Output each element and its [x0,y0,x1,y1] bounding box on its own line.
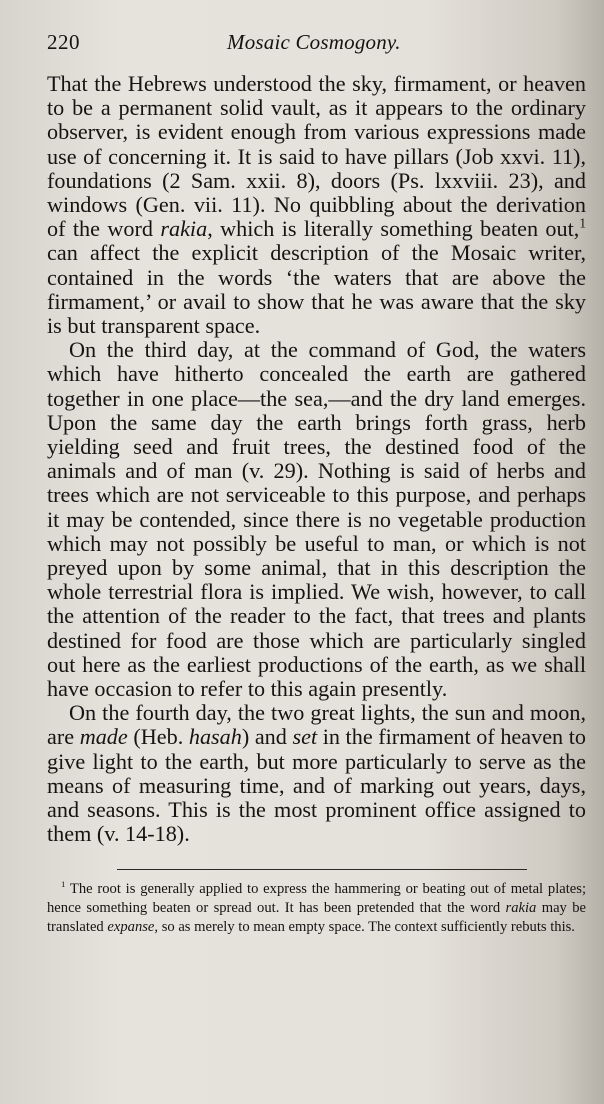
footnote-segment: , so as merely to mean empty space. The context sufficiently rebuts this. [154,919,575,936]
footnote-1 [47,880,586,938]
footnotes [47,880,586,938]
paragraph-third-day [47,338,586,701]
running-head: Mosaic Cosmogony. [227,30,401,54]
text-segment: (Heb. [127,724,189,750]
footnote-segment: The root is generally applied to express the hammering or beating out of metal plates; hence something beaten or spread out. It has been pretended that the word [47,880,586,916]
footnote-italic-rakia: rakia [505,899,537,916]
text-segment: That the Hebrews understood the sky, firmament, or heaven to be a permanent solid vault, as it appears to the ordinary observer, is evident enough from various expressions made use of concerning it. It is said to have pillars (Job xxvi. 11), foundations (2 Sam. xxii. 8), doors (Ps. lxxviii. 23), and windows (Gen. vii. 11). No quibbling about the derivation of the word [47,71,586,242]
text-segment: , which is literally something beaten out, [207,216,580,242]
text-segment: On the third day, at the command of God, the waters which have hitherto concealed the earth are gathered together in one place—the sea,—and the dry land emerges. Upon the same day the earth brings forth grass, herb yielding seed and fruit trees, the destined food of the animals and of man (v. 29). Nothing is said of herbs and trees which are not serviceable to this purpose, and perhaps it may be contended, since there is no vegetable production which may not possibly be useful to man, or which is not preyed upon by some animal, that in this description the whole terrestrial flora is implied. We wish, however, to call the attention of the reader to the fact, that trees and plants destined for food are those which are particularly singled out here as the earliest productions of the earth, as we shall have occasion to refer to this again presently. [47,337,586,702]
page-number: 220 [47,30,80,54]
footnote-segment: may be translated [47,899,586,936]
paragraph-firmament [47,72,586,338]
paragraph-fourth-day [47,701,586,846]
italic-term-rakia: rakia [160,216,208,242]
footnote-reference: 1 [579,215,586,231]
footnote-marker: 1 [61,878,66,889]
footnote-italic-expanse: expanse [107,919,155,936]
footnote-divider [117,869,527,870]
italic-word-made: made [79,724,128,750]
italic-word-set: set [292,724,318,750]
italic-term-hasah: hasah [188,724,242,750]
text-segment: ) and [241,724,293,750]
page-header [47,30,586,64]
text-segment: On the fourth day, the two great lights, the sun and moon, are [47,700,586,750]
text-segment: can affect the explicit description of the Mosaic writer, contained in the words ‘the waters that are above the firmament,’ or avail to show that he was aware that the sky is but transparent space. [47,240,586,339]
body-text [47,72,586,847]
text-segment: in the firmament of heaven to give light to the earth, but more particularly to serve as the means of measuring time, and of marking out years, days, and seasons. This is the most prominent office assigned to them (v. 14-18). [47,724,587,847]
